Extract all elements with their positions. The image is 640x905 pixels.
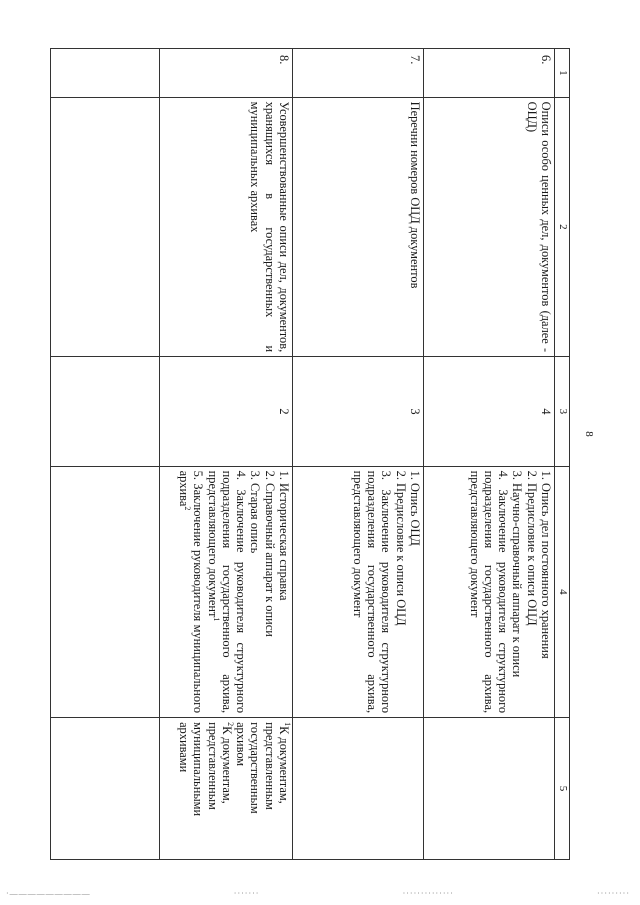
row-number: 6. xyxy=(424,49,555,98)
list-item: 3. Старая опись xyxy=(248,470,263,554)
list-item: 2. Предисловие к описи ОЦД xyxy=(524,470,539,626)
list-item-text: 5. Заключение руководителя муниципального архива xyxy=(176,470,206,714)
list-item xyxy=(205,471,248,713)
footer-mark: ········· xyxy=(597,889,630,898)
header-cell: 1 xyxy=(555,49,570,98)
list-item: 2. Предисловие к описи ОЦД xyxy=(393,470,408,626)
row-count: 3 xyxy=(293,357,424,466)
row-number: 7. xyxy=(293,49,424,98)
footer-marks xyxy=(6,889,630,898)
footnote-text: К документам, представленным государственным архивом xyxy=(234,722,291,814)
row-note xyxy=(293,718,424,860)
footer-mark: ·············· xyxy=(402,889,454,898)
footnote-mark: 1 xyxy=(211,617,221,622)
header-cell: 2 xyxy=(555,97,570,357)
table-row-empty xyxy=(51,49,160,860)
rotated-table-container xyxy=(50,48,570,860)
list-item: 4. Заключение руководителя структурного подразделения государственного архива, представляющего документ xyxy=(467,470,511,714)
row-number: 8. xyxy=(160,49,293,98)
list-item: 2. Справочный аппарат к описи xyxy=(262,470,277,637)
list-item: 3. Научно-справочный аппарат к описи xyxy=(510,470,525,678)
empty-cell xyxy=(51,97,160,357)
table-header-row xyxy=(555,49,570,860)
header-cell: 3 xyxy=(555,357,570,466)
row-count: 2 xyxy=(160,357,293,466)
table-row xyxy=(293,49,424,860)
list-item: 1. Опись дел постоянного хранения xyxy=(539,470,553,659)
row-items xyxy=(293,466,424,717)
footnote-mark: 2 xyxy=(183,506,193,511)
list-item xyxy=(177,471,206,713)
footer-mark: ·————————— xyxy=(6,889,91,898)
list-item: 1. Историческая справка xyxy=(277,470,291,601)
empty-cell xyxy=(51,466,160,717)
header-cell: 5 xyxy=(555,718,570,860)
list-item-text: 4. Заключение руководителя структурного подразделения государственного архива, представляющего документ xyxy=(205,470,249,714)
row-note xyxy=(160,718,293,860)
row-items xyxy=(424,466,555,717)
footnote-mark: 2 xyxy=(225,722,235,727)
table-row xyxy=(424,49,555,860)
list-item: 3. Заключение руководителя структурного подразделения государственного архива, представляющего документ xyxy=(350,470,394,714)
page-number: 8 xyxy=(582,431,595,437)
row-note xyxy=(424,718,555,860)
row-count: 4 xyxy=(424,357,555,466)
footnote xyxy=(234,722,291,855)
row-title: Перечни номеров ОЦД документов xyxy=(293,97,424,357)
footnote xyxy=(177,722,234,855)
footnote-text: К документам, представленным муниципальными архивами xyxy=(176,722,234,817)
row-title: Усовершенствованные описи дел, документов, хранящихся в государственных и муниципальных архивах xyxy=(160,97,293,357)
list-item: 1. Опись ОЦД xyxy=(408,470,422,546)
footnote-mark: 1 xyxy=(283,722,293,727)
header-cell: 4 xyxy=(555,466,570,717)
empty-cell xyxy=(51,49,160,98)
footer-mark: ······· xyxy=(233,889,260,898)
empty-cell xyxy=(51,357,160,466)
document-table xyxy=(50,48,570,860)
row-items xyxy=(160,466,293,717)
row-title: Описи особо ценных дел, документов (далее - ОЦД) xyxy=(424,97,555,357)
table-row xyxy=(160,49,293,860)
empty-cell xyxy=(51,718,160,860)
